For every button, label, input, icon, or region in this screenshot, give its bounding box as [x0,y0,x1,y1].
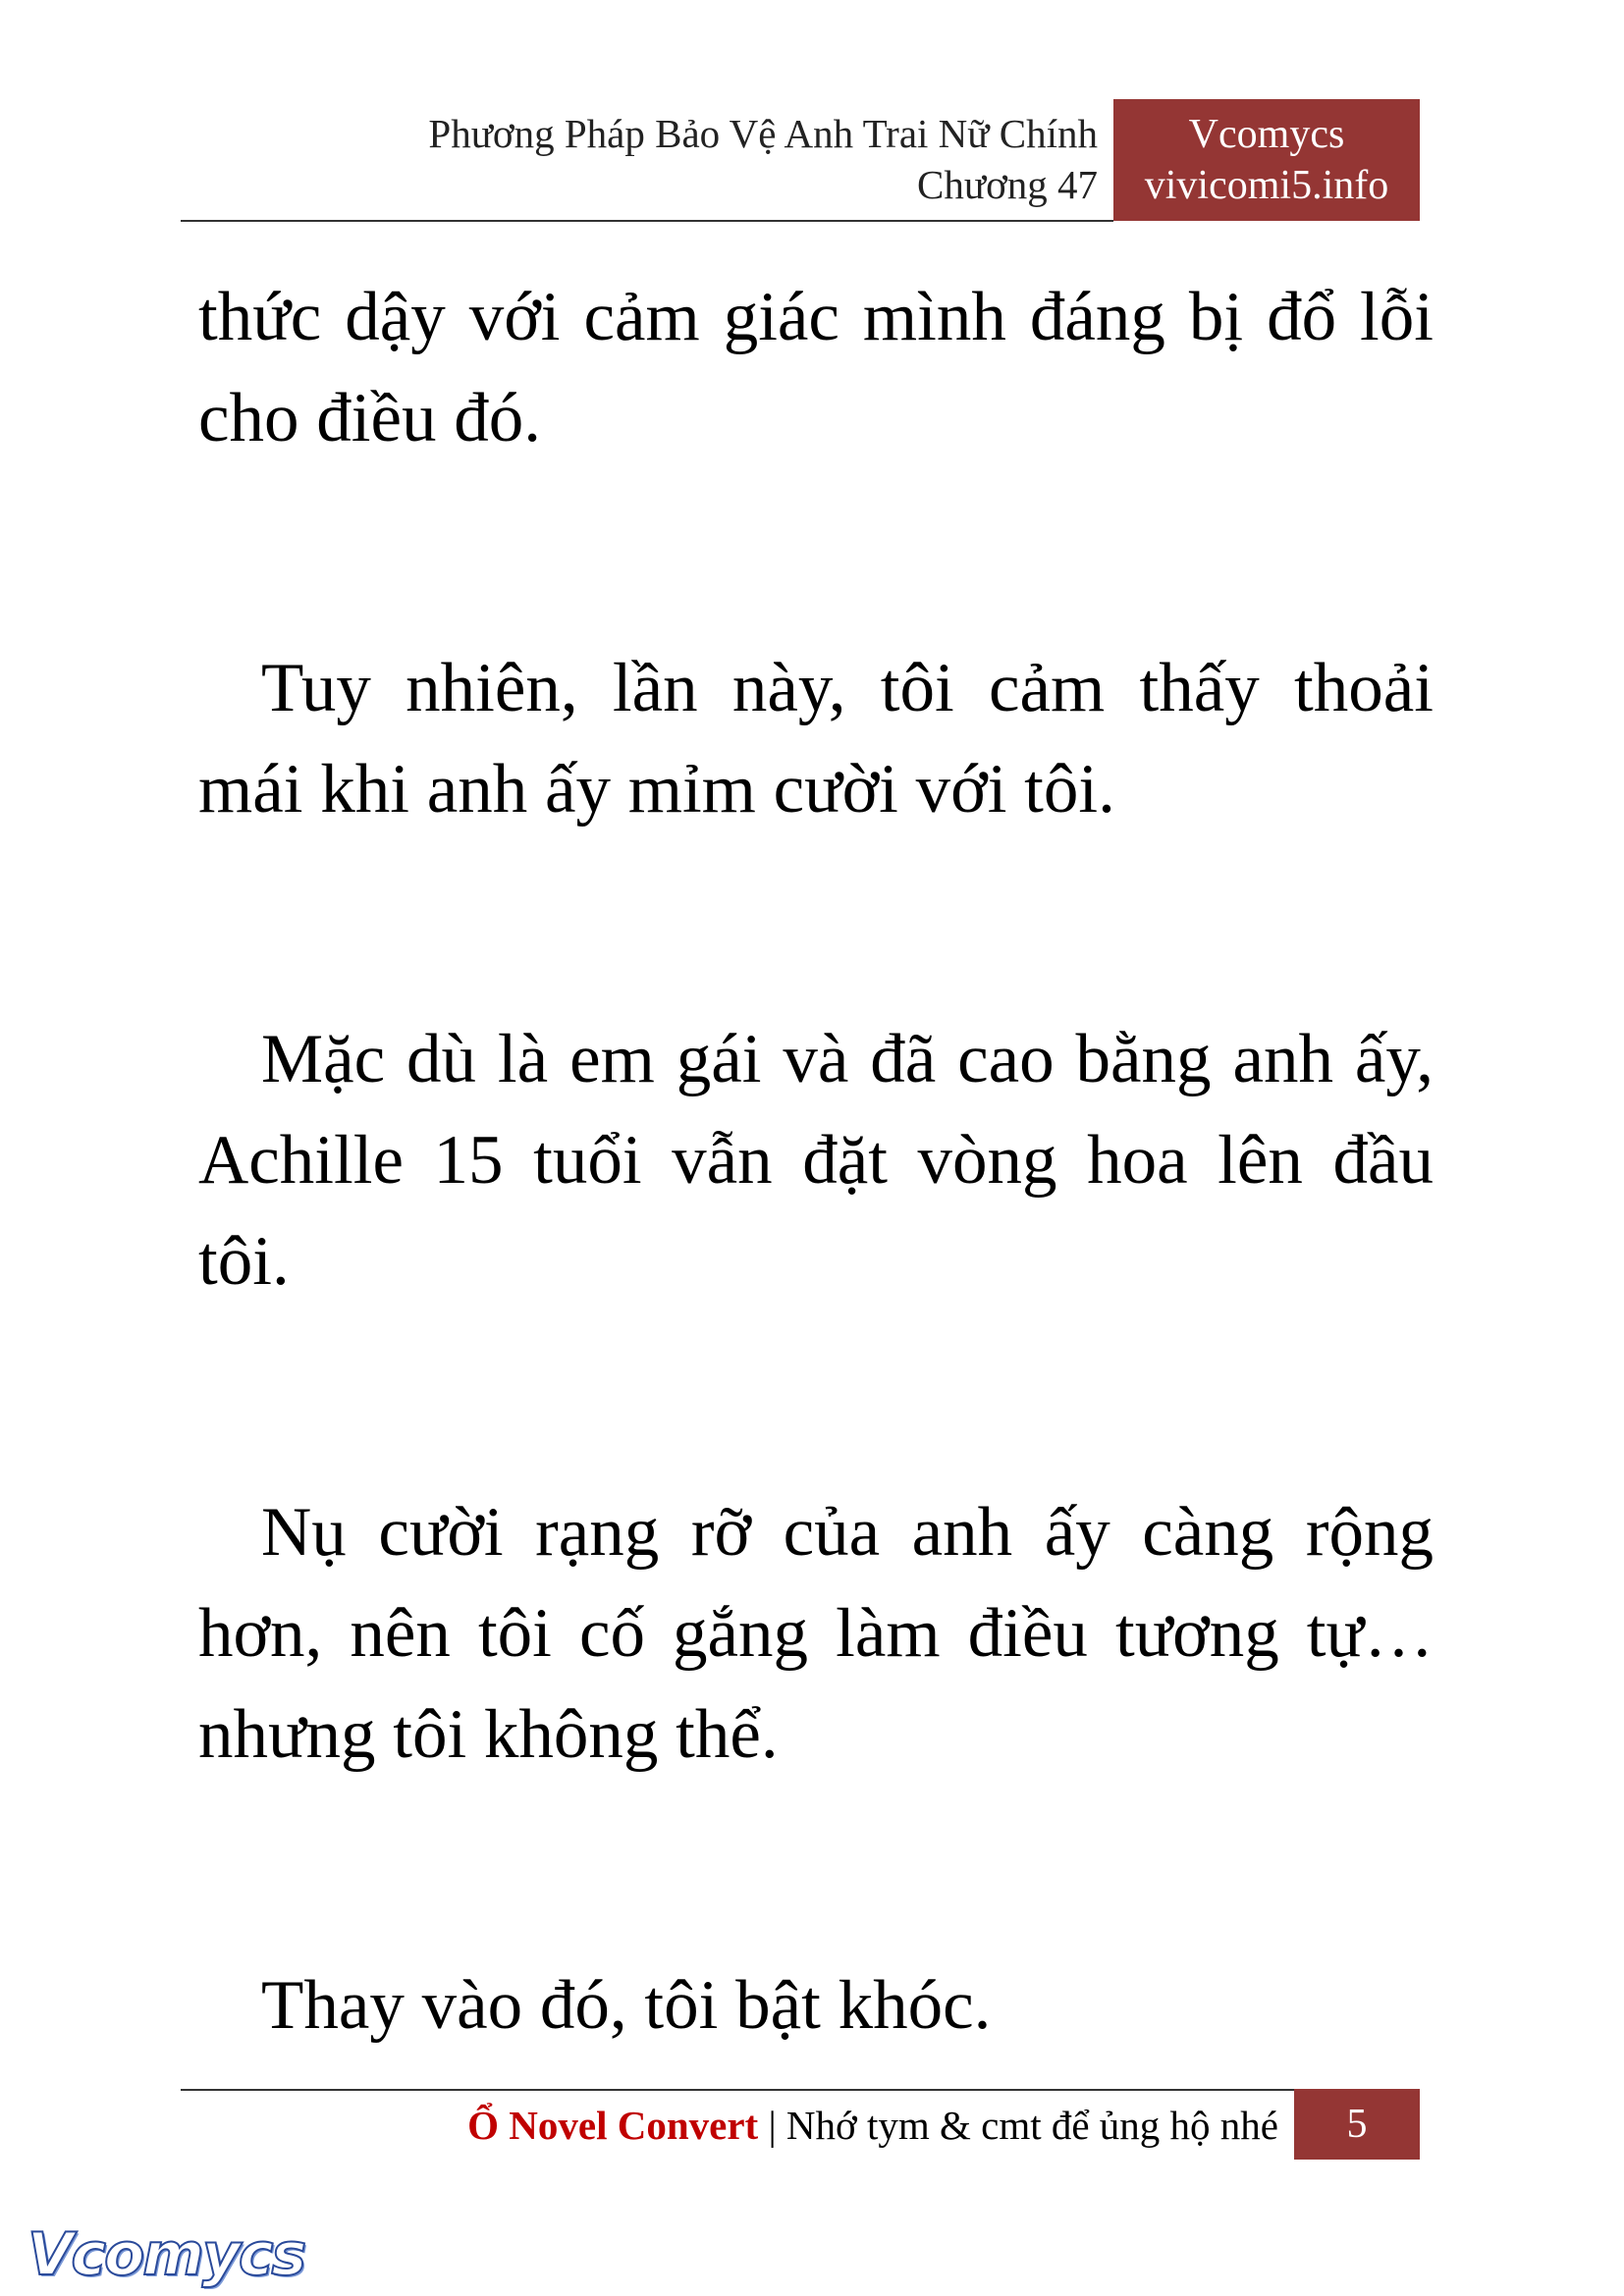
paragraph-4: Nụ cười rạng rỡ của anh ấy càng rộng hơn, nên tôi cố gắng làm điều tương tự… nhưng tôi không thể. [198,1494,1434,1773]
watermark-logo: Vcomycs [27,2220,305,2289]
footer-separator: | [758,2103,786,2148]
paragraph-1: thức dậy với cảm giác mình đáng bị đổ lỗi cho điều đó. [198,279,1434,456]
site-badge [1113,99,1420,221]
site-name: Vcomycs [1188,112,1345,157]
footer-text [467,2095,1278,2156]
footer-divider [181,2089,1294,2091]
paragraph-2: Tuy nhiên, lần này, tôi cảm thấy thoải mái khi anh ấy mỉm cười với tôi. [198,650,1434,828]
chapter-label: Chương 47 [917,162,1098,207]
header-divider [181,220,1113,222]
footer-note: Nhớ tym & cmt để ủng hộ nhé [785,2103,1278,2148]
paragraph-3: Mặc dù là em gái và đã cao bằng anh ấy, Achille 15 tuổi vẫn đặt vòng hoa lên đầu tôi. [198,1021,1434,1300]
paragraph-5: Thay vào đó, tôi bật khóc. [261,1967,992,2044]
header-titles [428,108,1098,210]
page-number: 5 [1294,2089,1420,2160]
book-title: Phương Pháp Bảo Vệ Anh Trai Nữ Chính [428,111,1098,156]
footer-brand: Ổ Novel Convert [467,2103,759,2148]
site-url: vivicomi5.info [1144,163,1389,208]
